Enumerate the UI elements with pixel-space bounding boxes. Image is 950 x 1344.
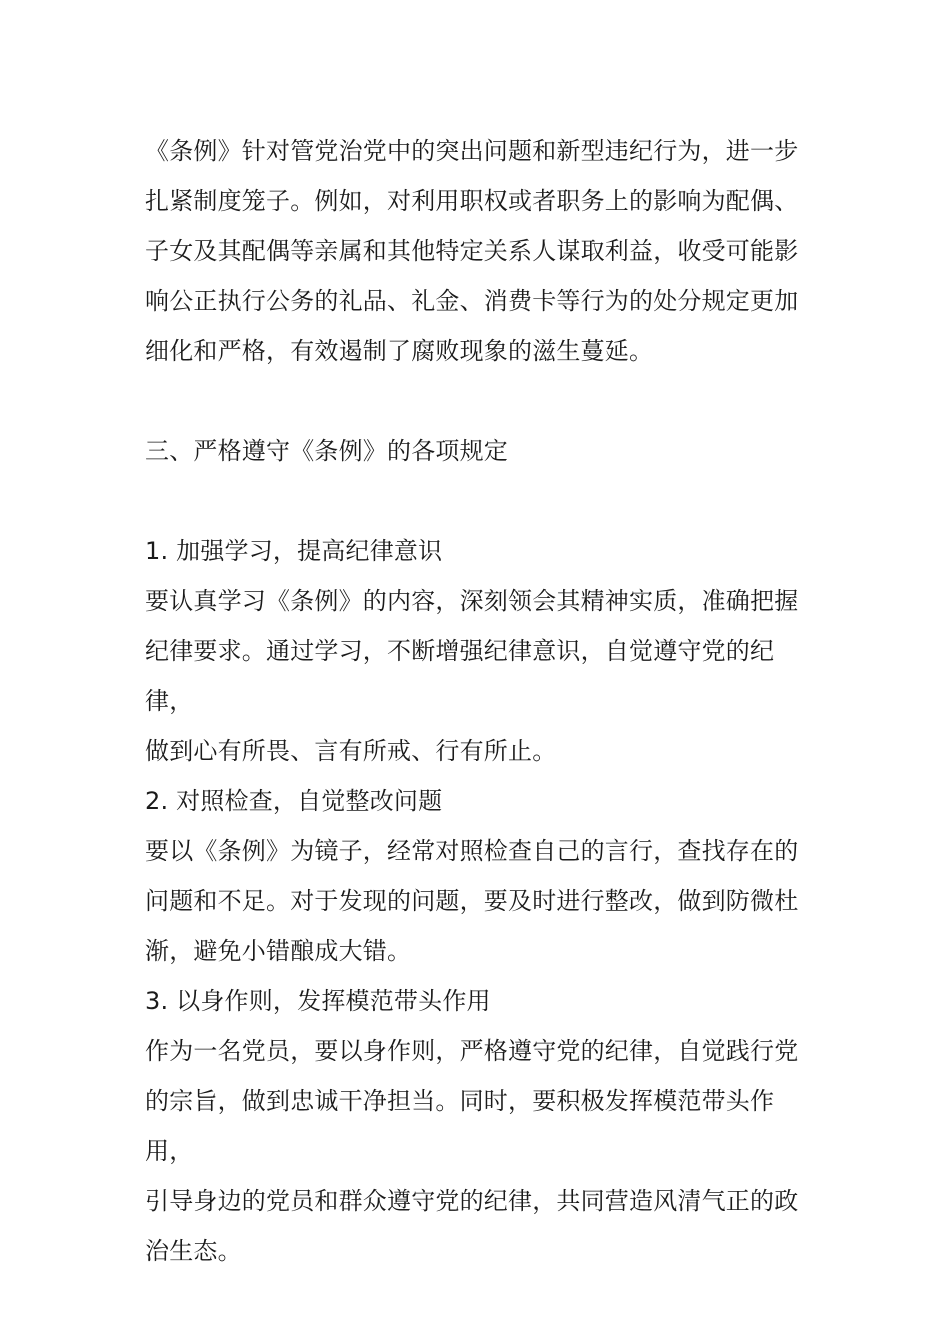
section-heading: 三、严格遵守《条例》的各项规定 [145,437,508,465]
list-item [145,526,810,776]
intro-paragraph-block [145,126,810,376]
list-item [145,976,810,1276]
intro-paragraph: 《条例》针对管党治党中的突出问题和新型违纪行为，进一步 扎紧制度笼子。例如，对利用职权或者职务上的影响为配偶、 子女及其配偶等亲属和其他特定关系人谋取利益，收受可能影 响公正执行公务的礼品、礼金、消费卡等行为的处分规定更加 细化和严格，有效遏制了腐败现象的滋生蔓延。 [145,137,799,365]
numbered-item-list [145,526,810,1276]
section-heading-block [145,426,810,476]
item-heading: 2. 对照检查，自觉整改问题 [145,787,443,815]
item-heading: 3. 以身作则，发挥模范带头作用 [145,987,491,1015]
item-body: 作为一名党员，要以身作则，严格遵守党的纪律，自觉践行党 的宗旨，做到忠诚干净担当。同时，要积极发挥模范带头作用， 引导身边的党员和群众遵守党的纪律，共同营造风清气正的政 治生态。 [145,1037,799,1265]
item-heading: 1. 加强学习，提高纪律意识 [145,537,443,565]
item-body: 要以《条例》为镜子，经常对照检查自己的言行，查找存在的 问题和不足。对于发现的问题，要及时进行整改，做到防微杜 渐，避免小错酿成大错。 [145,837,799,965]
item-body: 要认真学习《条例》的内容，深刻领会其精神实质，准确把握 纪律要求。通过学习，不断增强纪律意识，自觉遵守党的纪律， 做到心有所畏、言有所戒、行有所止。 [145,587,799,765]
list-item [145,776,810,976]
